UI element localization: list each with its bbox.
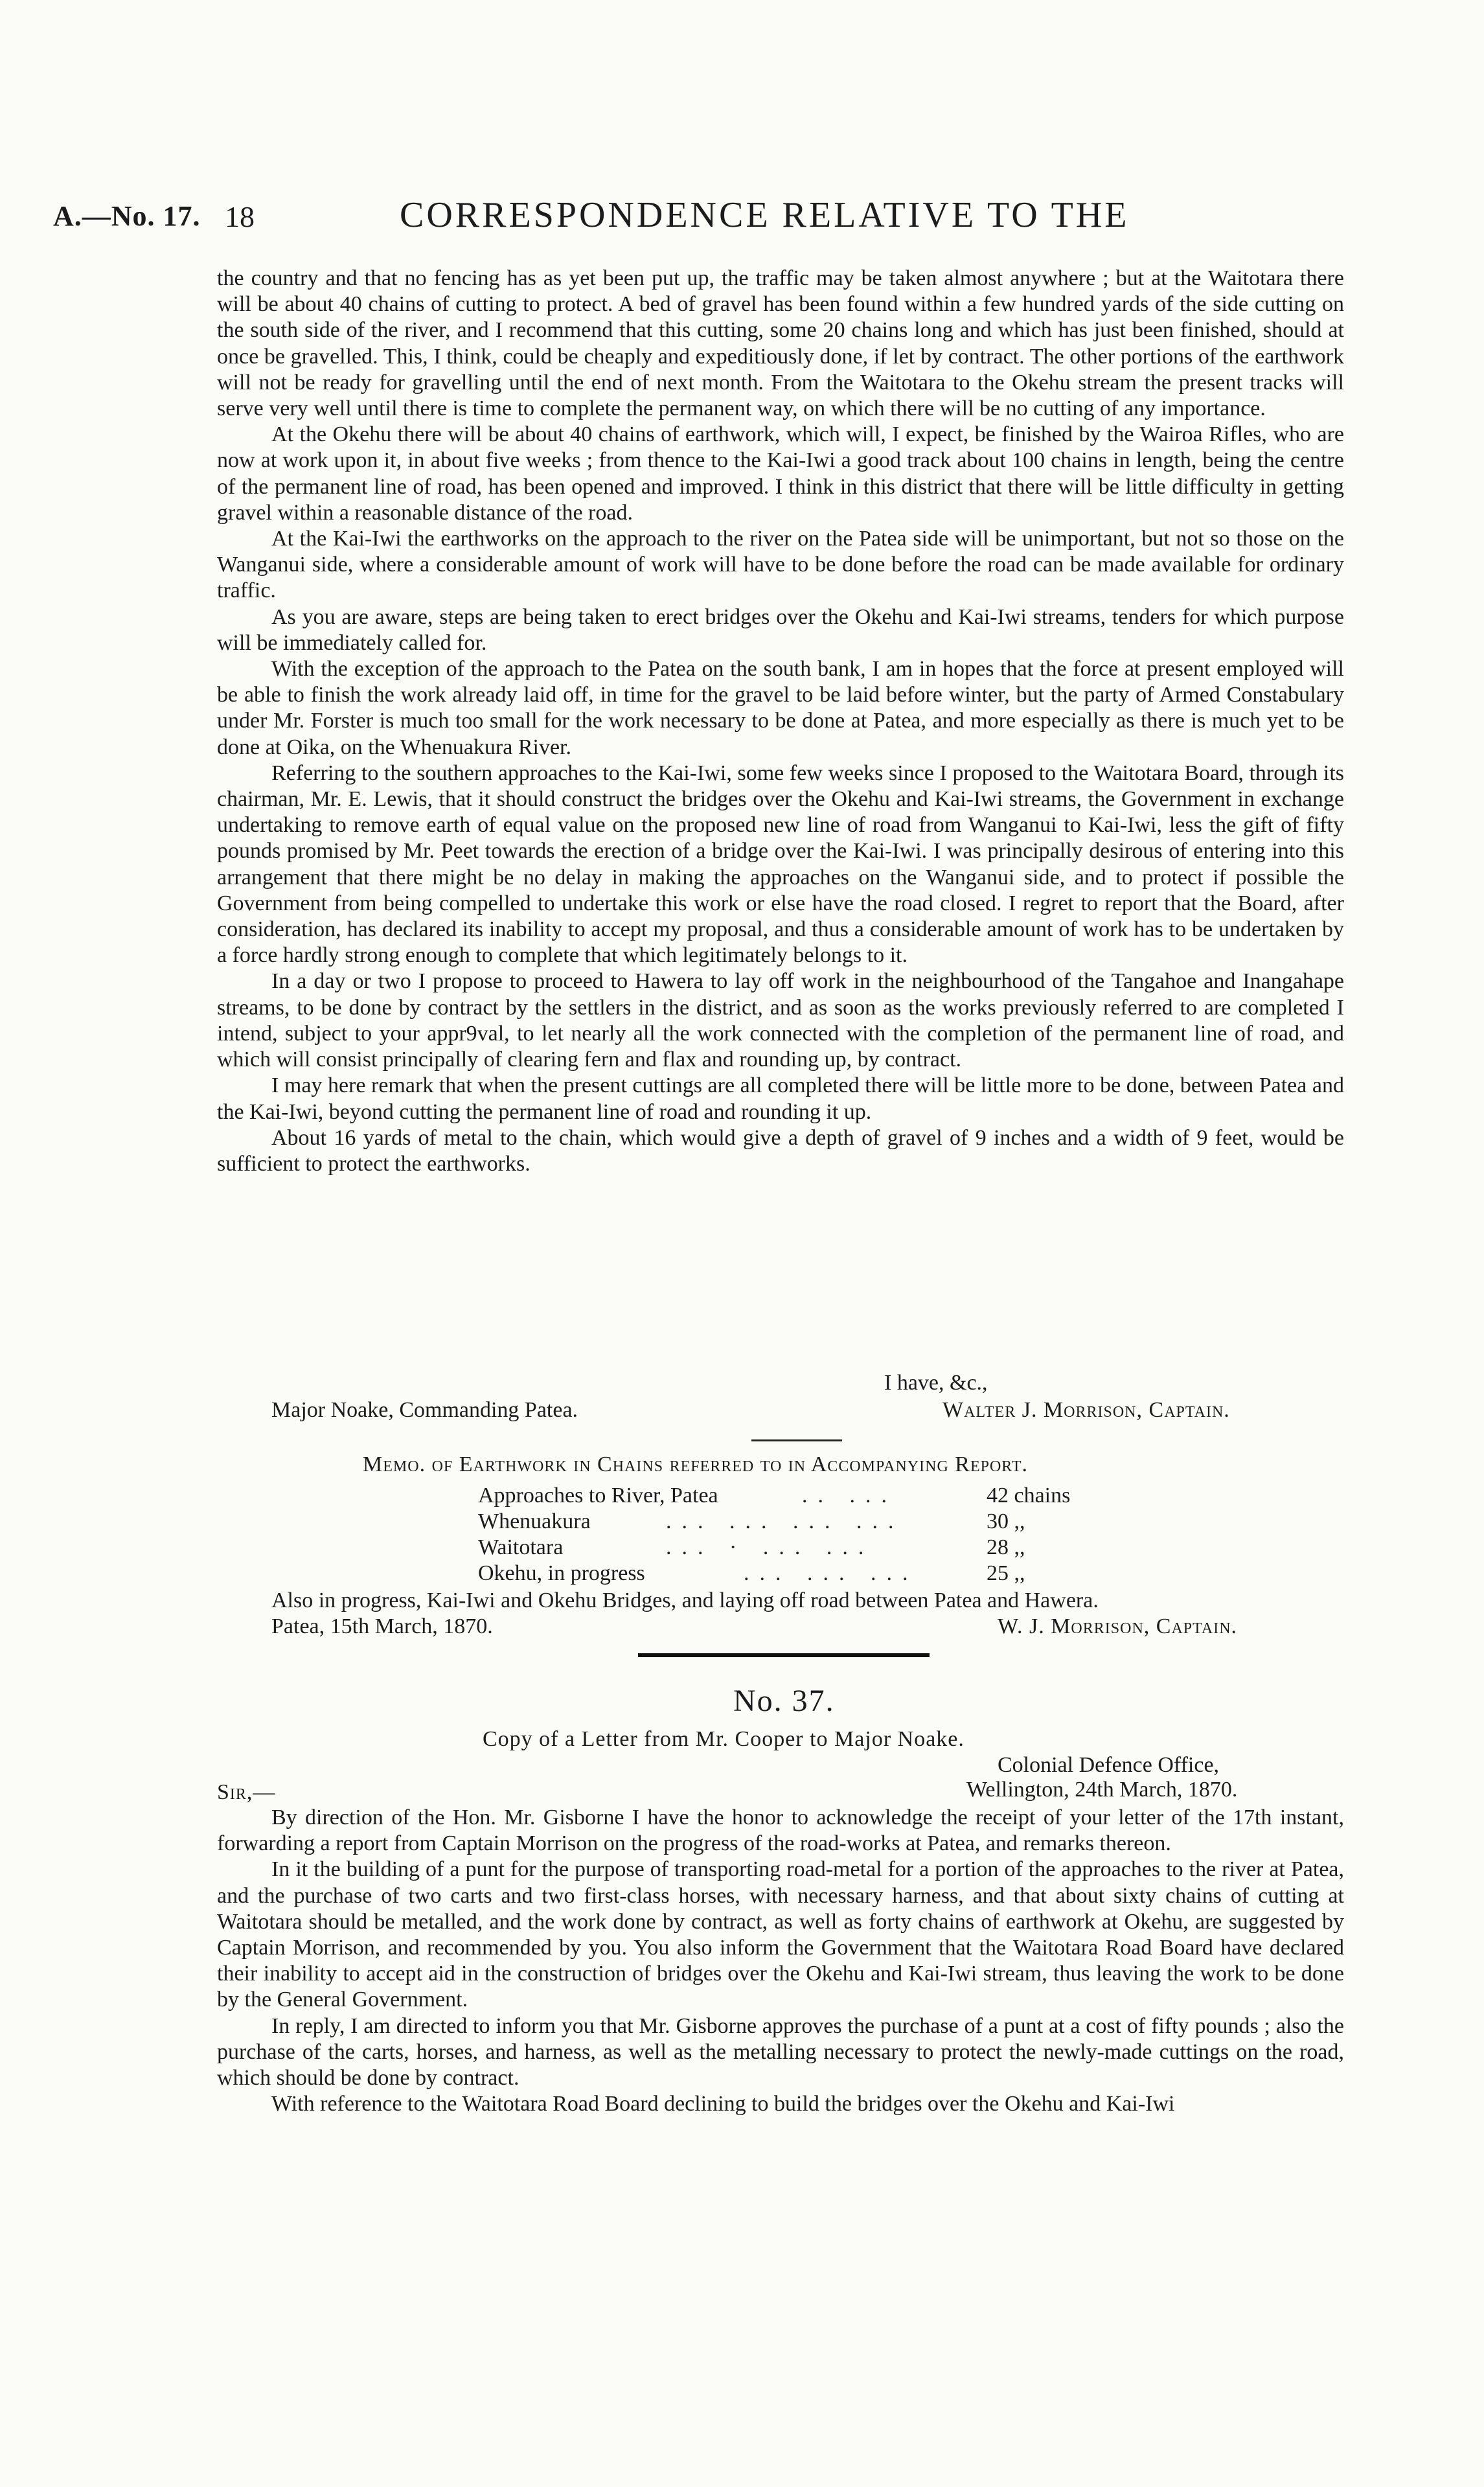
letter-title: Copy of a Letter from Mr. Cooper to Major Noake. <box>483 1727 965 1751</box>
document-reference: A.—No. 17. <box>53 200 201 232</box>
section-divider <box>751 1439 842 1441</box>
memo-row <box>478 1509 1126 1537</box>
memo-value: 25 ,, <box>987 1561 1025 1585</box>
letter-salutation: Sir,— <box>217 1780 276 1804</box>
memo-row <box>478 1561 1126 1588</box>
leader-dots: .. ... <box>802 1484 897 1507</box>
report-paragraph: About 16 yards of metal to the chain, which would give a depth of gravel of 9 inches and a width of 9 feet, would be sufficient to protect the earthworks. <box>217 1125 1344 1176</box>
leader-dots: ... ... ... <box>744 1561 919 1585</box>
letter-number: No. 37. <box>733 1684 835 1718</box>
letter-body <box>217 1805 1344 2117</box>
leader-dots: ... ... ... ... <box>666 1509 904 1533</box>
memo-location: Waitotara <box>478 1535 564 1559</box>
report-paragraph: In a day or two I propose to proceed to Hawera to lay off work in the neighbourhood of the Tangahoe and Inangahape streams, to be done by contract by the settlers in the district, and as soon as the works previously referred to are completed I intend, subject to your appr9val, to let nearly all the work connected with the completion of the permanent line of road, and which will consist principally of clearing fern and flax and rounding up, by contract. <box>217 969 1344 1072</box>
report-paragraph: Referring to the southern approaches to the Kai-Iwi, some few weeks since I proposed to the Waitotara Board, through its chairman, Mr. E. Lewis, that it should construct the bridges over the Okehu and Kai-Iwi streams, the Government in exchange undertaking to remove earth of equal value on the proposed new line of road from Wanganui to Kai-Iwi, less the gift of fifty pounds promised by Mr. Peet towards the erection of a bridge over the Kai-Iwi. I was principally desirous of entering into this arrangement that there might be no delay in making the approaches on the Wanganui side, and to protect if possible the Government from being compelled to undertake this work or else have the road closed. I regret to report that the Board, after consideration, has declared its inability to accept my proposal, and thus a considerable amount of work has to be undertaken by a force hardly strong enough to complete that which legitimately belongs to it. <box>217 761 1344 968</box>
memo-value: 28 ,, <box>987 1535 1025 1559</box>
report-paragraph: At the Kai-Iwi the earthworks on the approach to the river on the Patea side will be unimportant, but not so those on the Wanganui side, where a considerable amount of work will have to be done before the road can be made available for ordinary traffic. <box>217 527 1344 603</box>
report-signature: Walter J. Morrison, Captain. <box>942 1398 1230 1422</box>
letter-office: Colonial Defence Office, <box>998 1753 1220 1777</box>
memo-place-date: Patea, 15th March, 1870. <box>271 1614 493 1638</box>
report-paragraph: the country and that no fencing has as yet been put up, the traffic may be taken almost anywhere ; but at the Waitotara there will be about 40 chains of cutting to protect. A bed of gravel has been found within a few hundred yards of the side cutting on the south side of the river, and I recommend that this cutting, some 20 chains long and which has just been finished, should at once be gravelled. This, I think, could be cheaply and expeditiously done, if let by contract. The other portions of the earthwork will not be ready for gravelling until the end of next month. From the Waitotara to the Okehu stream the present tracks will serve very well until there is time to complete the permanent way, on which there will be no cutting of any importance. <box>217 266 1344 421</box>
report-paragraph: With the exception of the approach to the Patea on the south bank, I am in hopes that the force at present employed will be able to finish the work already laid off, in time for the gravel to be laid before winter, but the party of Armed Constabulary under Mr. Forster is much too small for the work necessary to be done at Patea, and more especially as there is much yet to be done at Oika, on the Whenuakura River. <box>217 657 1344 759</box>
letter-paragraph: In it the building of a punt for the purpose of transporting road-metal for a portion of the approaches to the river at Patea, and the purchase of two carts and two first-class horses, with necessary harness, and that about sixty chains of cutting at Waitotara should be metalled, and the work done by contract, as well as forty chains of earthwork at Okehu, are suggested by Captain Morrison, and recommended by you. You also inform the Government that the Waitotara Road Board have declared their inability to accept aid in the construction of bridges over the Okehu and Kai-Iwi stream, thus leaving the work to be done by the General Government. <box>217 1857 1344 2012</box>
letter-place-date: Wellington, 24th March, 1870. <box>966 1778 1238 1802</box>
report-paragraph: As you are aware, steps are being taken to erect bridges over the Okehu and Kai-Iwi streams, tenders for which purpose will be immediately called for. <box>217 604 1344 655</box>
report-paragraph: At the Okehu there will be about 40 chains of earthwork, which will, I expect, be finished by the Wairoa Rifles, who are now at work upon it, in about five weeks ; from thence to the Kai-Iwi a good track about 100 chains in length, being the centre of the permanent line of road, has been opened and improved. I think in this district that there will be little difficulty in getting gravel within a reasonable distance of the road. <box>217 422 1344 525</box>
memo-row <box>478 1484 1126 1511</box>
closing-line: I have, &c., <box>884 1371 988 1395</box>
report-body <box>217 266 1344 1177</box>
letter-paragraph: By direction of the Hon. Mr. Gisborne I have the honor to acknowledge the receipt of your letter of the 17th instant, forwarding a report from Captain Morrison on the progress of the road-works at Patea, and remarks thereon. <box>217 1805 1344 1856</box>
memo-value: 30 ,, <box>987 1509 1025 1533</box>
memo-row <box>478 1535 1126 1563</box>
report-addressee: Major Noake, Commanding Patea. <box>271 1398 578 1422</box>
memo-value: 42 chains <box>987 1484 1071 1507</box>
memo-signature: W. J. Morrison, Captain. <box>998 1614 1238 1638</box>
report-paragraph: I may here remark that when the present cuttings are all completed there will be little more to be done, between Patea and the Kai-Iwi, beyond cutting the permanent line of road and rounding it up. <box>217 1073 1344 1124</box>
memo-location: Okehu, in progress <box>478 1561 645 1585</box>
letter-paragraph: With reference to the Waitotara Road Board declining to build the bridges over the Okehu and Kai-Iwi <box>271 2092 1175 2116</box>
running-title: CORRESPONDENCE RELATIVE TO THE <box>400 195 1130 235</box>
memo-note: Also in progress, Kai-Iwi and Okehu Bridges, and laying off road between Patea and Hawera. <box>271 1588 1099 1612</box>
letter-paragraph: In reply, I am directed to inform you that Mr. Gisborne approves the purchase of a punt at a cost of fifty pounds ; also the purchase of the carts, horses, and harness, as well as the metalling necessary to protect the newly-made cuttings on the road, which should be done by contract. <box>217 2013 1344 2091</box>
heavy-divider <box>638 1653 930 1657</box>
memo-title: Memo. of Earthwork in Chains referred to in Accompanying Report. <box>363 1452 1029 1476</box>
memo-location: Approaches to River, Patea <box>478 1484 718 1507</box>
leader-dots: ... · ... ... <box>666 1535 874 1559</box>
page-header <box>53 194 1349 246</box>
memo-location: Whenuakura <box>478 1509 591 1533</box>
page-number: 18 <box>225 200 255 233</box>
